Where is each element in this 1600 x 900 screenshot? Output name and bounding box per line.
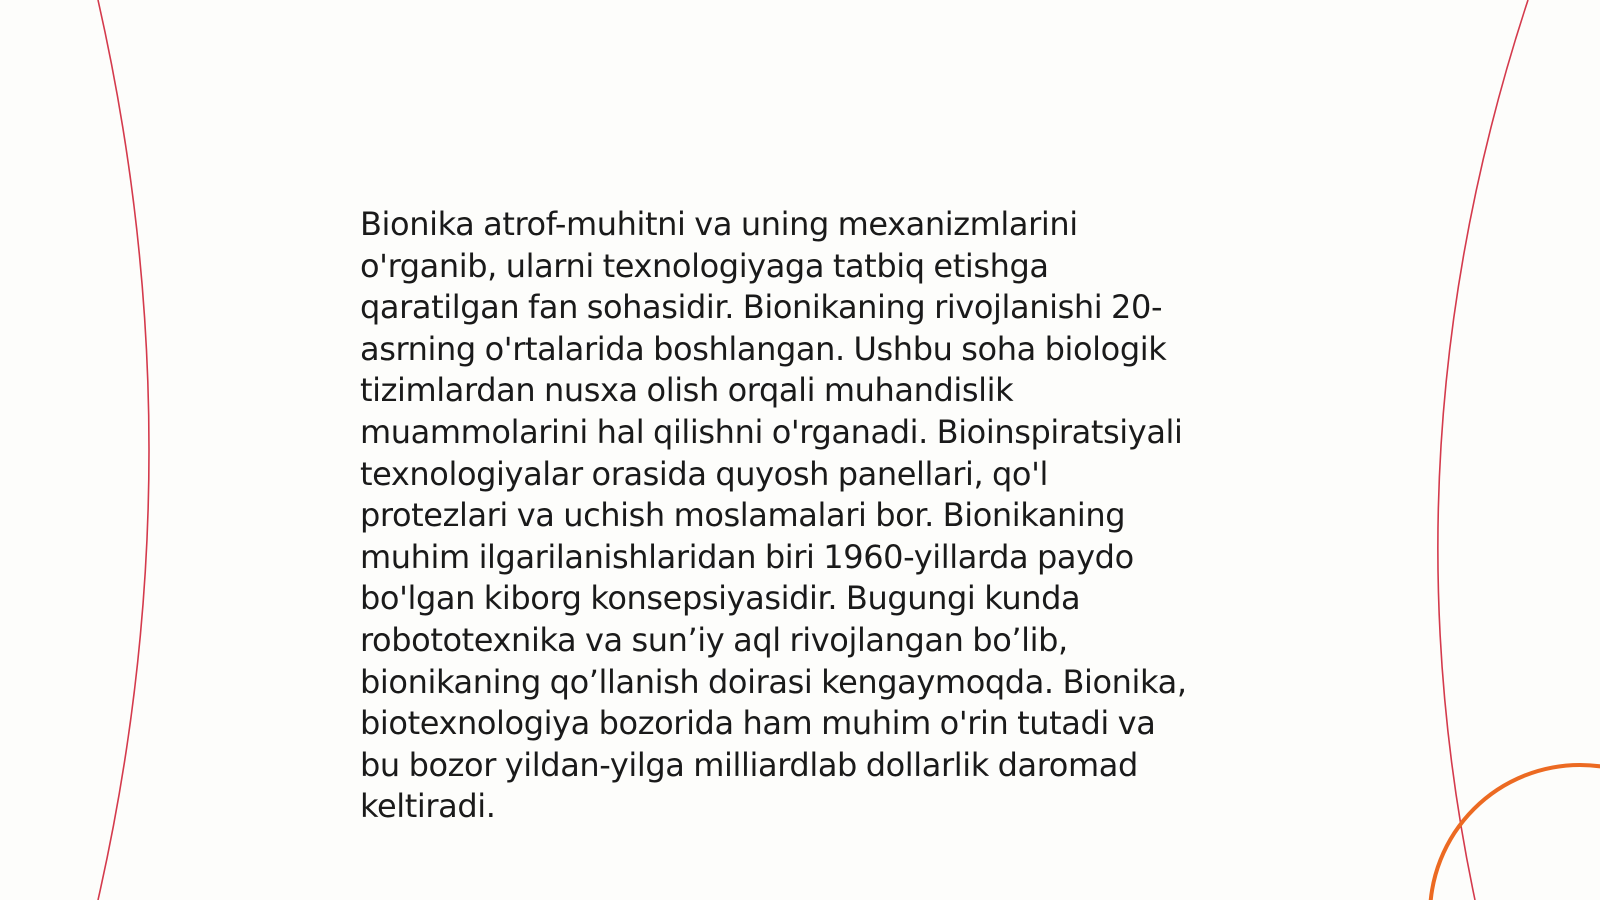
body-line: biotexnologiya bozorida ham muhim o'rin tutadi va (360, 704, 1156, 743)
body-line: robototexnika va sun’iy aql rivojlangan bo’lib, (360, 620, 1068, 659)
body-line: Bionika atrof-muhitni va uning mexanizmlarini (360, 205, 1078, 243)
body-line: protezlari va uchish moslamalari bor. Bionikaning (360, 496, 1126, 535)
right-curve-line (1438, 0, 1528, 900)
body-line: asrning o'rtalarida boshlangan. Ushbu soha biologik (360, 329, 1167, 368)
body-line: texnologiyalar orasida quyosh panellari, qo'l (360, 454, 1049, 493)
left-curve-line (98, 0, 149, 900)
body-line: muammolarini hal qilishni o'rganadi. Bioinspiratsiyali (360, 412, 1183, 451)
body-line: muhim ilgarilanishlaridan biri 1960-yillarda paydo (360, 537, 1134, 576)
body-line: qaratilgan fan sohasidir. Bionikaning rivojlanishi 20- (360, 288, 1163, 327)
body-line: bu bozor yildan-yilga milliardlab dollarlik daromad (360, 745, 1138, 784)
body-line: bo'lgan kiborg konsepsiyasidir. Bugungi kunda (360, 579, 1081, 618)
body-line: o'rganib, ularni texnologiyaga tatbiq etishga (360, 246, 1049, 285)
body-paragraph (360, 204, 1240, 828)
body-line: keltiradi. (360, 787, 496, 826)
body-line: bionikaning qo’llanish doirasi kengaymoqda. Bionika, (360, 662, 1187, 701)
body-line: tizimlardan nusxa olish orqali muhandislik (360, 371, 1014, 410)
